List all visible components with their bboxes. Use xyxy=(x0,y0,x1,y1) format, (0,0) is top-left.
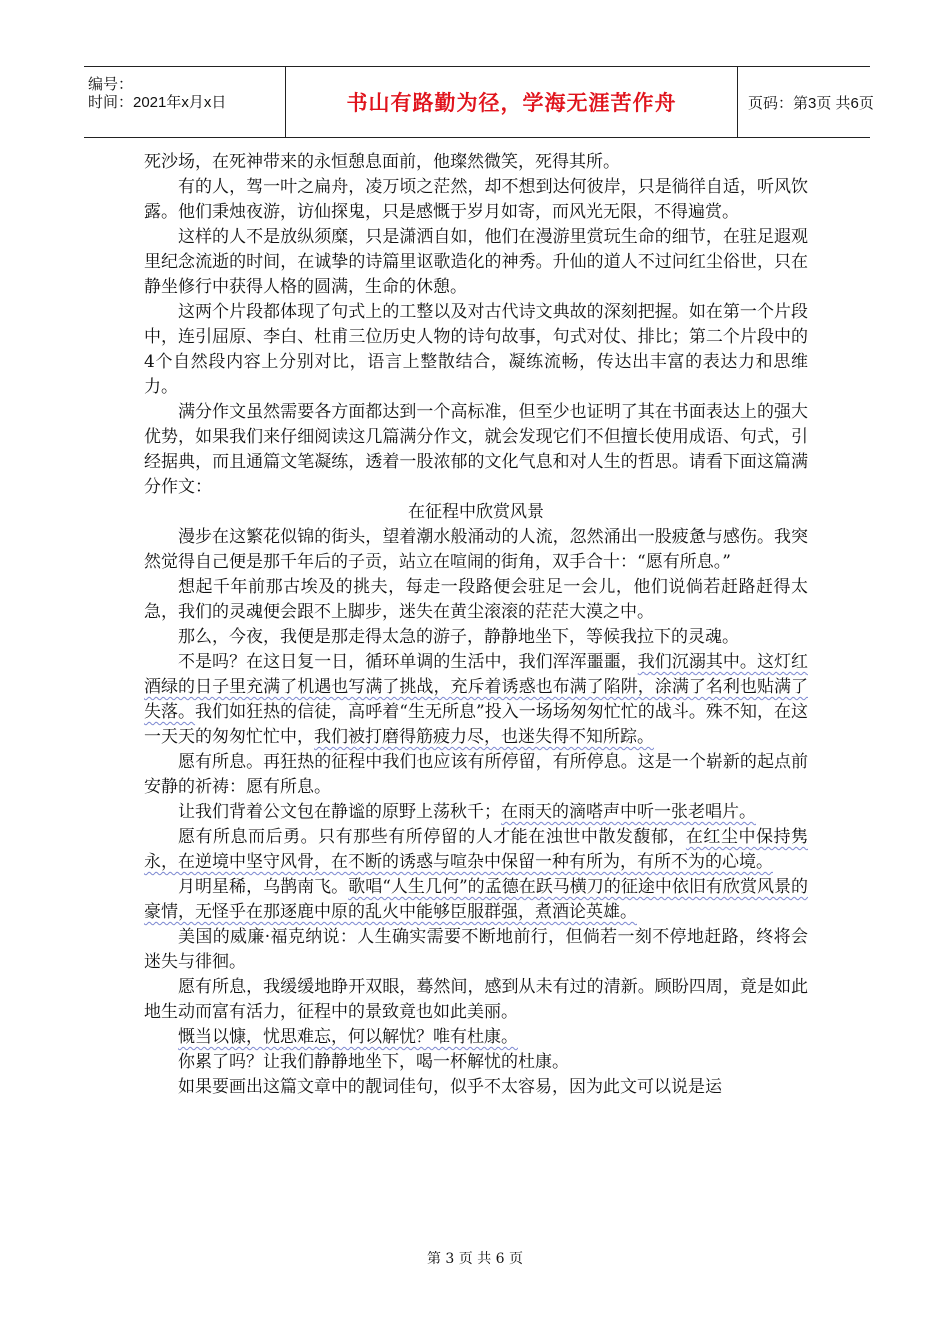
essay-text: 月明星稀，乌鹊南飞。 xyxy=(178,877,349,897)
essay-paragraph xyxy=(144,825,808,875)
essay-paragraph: 愿有所息。再狂热的征程中我们也应该有所停留，有所停息。这是一个崭新的起点前安静的祈祷：愿有所息。 xyxy=(144,752,808,797)
essay-title: 在征程中欣赏风景 xyxy=(408,502,544,522)
essay-paragraph: 愿有所息，我缓缓地睁开双眼，蓦然间，感到从未有过的清新。顾盼四周，竟是如此地生动而富有活力，征程中的景致竟也如此美丽。 xyxy=(144,977,808,1022)
underlined-phrase: 我们沉溺其中。这灯红酒绿的日子里充满了机遇也写满了挑战，充斥着诱惑也布满了陷阱，涂满了名利也贴满了失落。 xyxy=(144,652,808,722)
header-motto: 书山有路勤为径，学海无涯苦作舟 xyxy=(286,67,738,137)
header-page-label: 页码：第3页 共6页 xyxy=(748,94,874,112)
essay-paragraph: 美国的威廉·福克纳说：人生确实需要不断地前行，但倘若一刻不停地赶路，终将会迷失与徘徊。 xyxy=(144,927,808,972)
paragraph: 满分作文虽然需要各方面都达到一个高标准，但至少也证明了其在书面表达上的强大优势，如果我们来仔细阅读这几篇满分作文，就会发现它们不但擅长使用成语、句式，引经据典，而且通篇文笔凝练，透着一股浓郁的文化气息和对人生的哲思。请看下面这篇满分作文： xyxy=(144,402,808,497)
underlined-phrase: 在红尘中保持隽永，在逆境中坚守风骨，在不断的诱惑与喧杂中保留一种有所为，有所不为的心境。 xyxy=(144,827,809,872)
document-body xyxy=(144,150,808,1100)
paragraph: 死沙场，在死神带来的永恒憩息面前，他璨然微笑，死得其所。 xyxy=(144,152,620,172)
essay-paragraph: 那么，今夜，我便是那走得太急的游子，静静地坐下，等候我拉下的灵魂。 xyxy=(178,627,739,647)
essay-text: 让我们背着公文包在静谧的原野上荡秋千； xyxy=(178,802,501,822)
number-label: 编号： xyxy=(88,76,134,93)
essay-text: 愿有所息而后勇。只有那些有所停留的人才能在浊世中散发馥郁， xyxy=(178,827,686,847)
page-header xyxy=(84,66,874,138)
essay-paragraph: 你累了吗？让我们静静地坐下，喝一杯解忧的杜康。 xyxy=(178,1052,569,1072)
paragraph: 如果要画出这篇文章中的靓词佳句，似乎不太容易，因为此文可以说是运 xyxy=(178,1077,722,1097)
essay-paragraph: 漫步在这繁花似锦的街头，望着潮水般涌动的人流，忽然涌出一股疲惫与感伤。我突然觉得自己便是那千年后的子贡，站立在喧闹的街角，双手合十：“愿有所息。” xyxy=(144,527,808,572)
underlined-phrase: 慨当以慷，忧思难忘，何以解忧？唯有杜康。 xyxy=(178,1027,518,1047)
essay-text: 我们如狂热的信徒，高呼着“生无所息”投入一场场匆匆忙忙的战斗。 xyxy=(195,702,706,722)
underlined-phrase: 歌唱“人生几何”的孟德在跃马横刀的征途中依旧有欣赏风景的豪情，无怪乎在那逐鹿中原的乱火中能够臣服群强，煮酒论英雄。 xyxy=(144,877,808,922)
essay-paragraph xyxy=(144,1025,808,1050)
underlined-phrase: 我们被打磨得筋疲力尽，也迷失得不知所踪。 xyxy=(314,727,654,747)
essay-paragraph xyxy=(144,800,808,825)
paragraph: 有的人，驾一叶之扁舟，凌万顷之茫然，却不想到达何彼岸，只是徜徉自适，听风饮露。他们秉烛夜游，访仙探鬼，只是感慨于岁月如寄，而风光无限，不得遍赏。 xyxy=(144,177,808,222)
essay-text: 不是吗？在这日复一日，循环单调的生活中，我们浑浑噩噩， xyxy=(178,652,638,672)
essay-text: 殊不知，在这一天天的匆匆忙忙中， xyxy=(144,702,808,747)
paragraph: 这样的人不是放纵须糜，只是潇洒自如，他们在漫游里赏玩生命的细节，在驻足遐观里纪念流逝的时间，在诚挚的诗篇里讴歌造化的神秀。升仙的道人不过问红尘俗世，只在静坐修行中获得人格的圆满，生命的休憩。 xyxy=(144,227,808,297)
paragraph: 这两个片段都体现了句式上的工整以及对古代诗文典故的深刻把握。如在第一个片段中，连引屈原、李白、杜甫三位历史人物的诗句故事，句式对仗、排比；第二个片段中的4个自然段内容上分别对比，语言上整散结合，凝练流畅，传达出丰富的表达力和思维力。 xyxy=(144,302,808,397)
header-meta xyxy=(84,67,286,137)
essay-paragraph: 想起千年前那古埃及的挑夫，每走一段路便会驻足一会儿，他们说倘若赶路赶得太急，我们的灵魂便会跟不上脚步，迷失在黄尘滚滚的茫茫大漠之中。 xyxy=(144,577,808,622)
page-footer: 第 3 页 共 6 页 xyxy=(426,1251,524,1267)
underlined-phrase: 在雨天的滴嗒声中听一张老唱片。 xyxy=(501,802,756,822)
essay-paragraph xyxy=(144,875,808,925)
essay-paragraph xyxy=(144,650,808,750)
date-label: 时间：2021年x月x日 xyxy=(88,94,227,111)
